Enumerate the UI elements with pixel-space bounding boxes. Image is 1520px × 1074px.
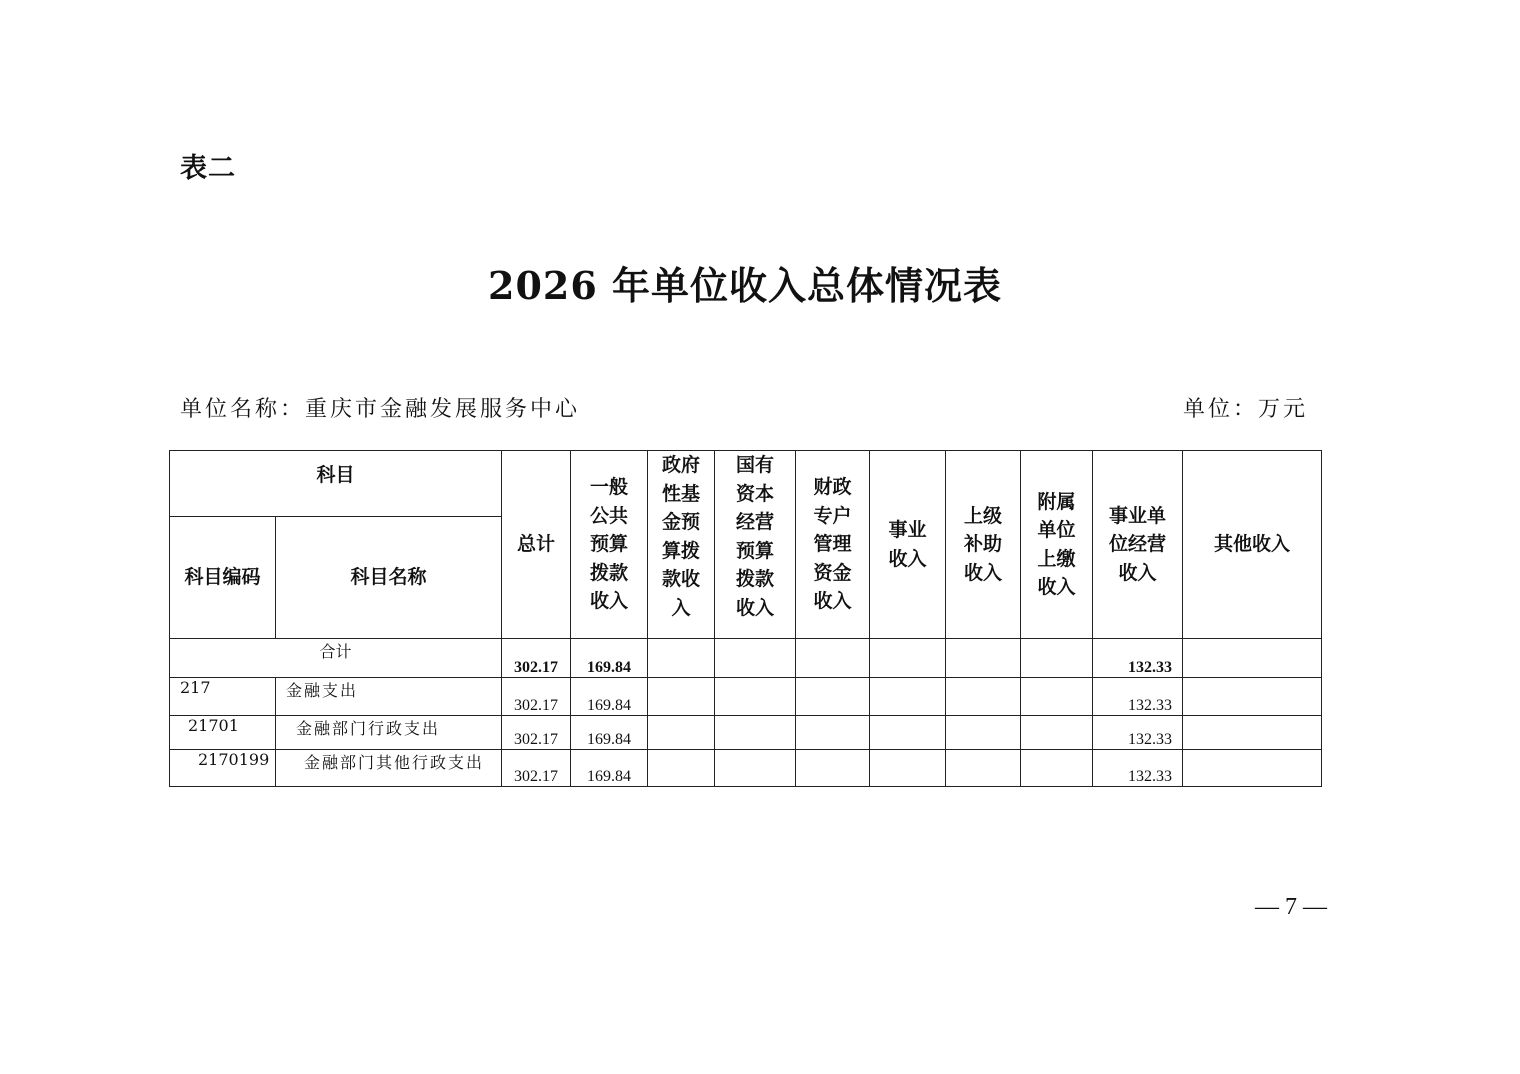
table-cell — [796, 678, 870, 716]
table-cell — [796, 716, 870, 750]
header-fiscal-special-text: 财政专户管理资金收入 — [813, 476, 852, 613]
table-label: 表二 — [180, 153, 236, 184]
header-state-capital-text: 国有资本经营预算拨款收入 — [736, 454, 775, 619]
table-cell — [946, 750, 1021, 787]
table-cell — [648, 639, 715, 678]
header-subject-name: 科目名称 — [276, 517, 502, 639]
table-cell — [870, 639, 946, 678]
table-cell — [946, 678, 1021, 716]
income-table — [169, 450, 1322, 787]
header-operating-income — [1093, 451, 1183, 639]
header-gov-fund-text: 政府性基金预算拨款收入 — [662, 454, 701, 619]
table-cell — [1183, 750, 1322, 787]
table-cell — [1021, 639, 1093, 678]
header-business-income-text: 事业收入 — [888, 519, 927, 570]
table-cell — [1183, 678, 1322, 716]
total-row-operating-income: 132.33 — [1093, 639, 1183, 678]
row-name: 金融部门其他行政支出 — [276, 750, 502, 787]
header-business-income — [870, 451, 946, 639]
document-title: 2026 年单位收入总体情况表 — [488, 263, 1002, 308]
table-cell — [715, 716, 796, 750]
table-cell — [1183, 639, 1322, 678]
row-total: 302.17 — [502, 716, 571, 750]
row-total: 302.17 — [502, 678, 571, 716]
table-cell — [870, 750, 946, 787]
row-name: 金融部门行政支出 — [276, 716, 502, 750]
table-cell — [946, 639, 1021, 678]
table-cell — [870, 716, 946, 750]
total-label: 合计 — [170, 639, 502, 678]
row-general-budget: 169.84 — [571, 750, 648, 787]
table-cell — [648, 678, 715, 716]
table-cell — [946, 716, 1021, 750]
row-general-budget: 169.84 — [571, 716, 648, 750]
total-row-total: 302.17 — [502, 639, 571, 678]
header-operating-income-text: 事业单位经营收入 — [1109, 504, 1167, 584]
table-cell — [715, 678, 796, 716]
row-general-budget: 169.84 — [571, 678, 648, 716]
header-other-income: 其他收入 — [1183, 451, 1322, 639]
header-gov-fund — [648, 451, 715, 639]
table-cell — [1021, 678, 1093, 716]
table-cell — [648, 750, 715, 787]
table-row — [170, 716, 1322, 750]
table-cell — [715, 750, 796, 787]
table-cell — [715, 639, 796, 678]
row-code: 217 — [170, 678, 276, 716]
row-name: 金融支出 — [276, 678, 502, 716]
header-row-1 — [170, 451, 1322, 517]
header-affiliated-remit — [1021, 451, 1093, 639]
total-row — [170, 639, 1322, 678]
table-row — [170, 678, 1322, 716]
header-fiscal-special — [796, 451, 870, 639]
row-total: 302.17 — [502, 750, 571, 787]
unit-name: 单位名称：重庆市金融发展服务中心 — [180, 397, 581, 422]
total-row-general-budget: 169.84 — [571, 639, 648, 678]
row-operating-income: 132.33 — [1093, 716, 1183, 750]
row-code: 21701 — [170, 716, 276, 750]
header-state-capital — [715, 451, 796, 639]
table-cell — [1183, 716, 1322, 750]
header-general-budget — [571, 451, 648, 639]
header-affiliated-remit-text: 附属单位上缴收入 — [1037, 490, 1076, 598]
table-cell — [1021, 716, 1093, 750]
unit-of-measure: 单位：万元 — [1182, 397, 1308, 422]
row-code: 2170199 — [170, 750, 276, 787]
header-total: 总计 — [502, 451, 571, 639]
table-cell — [870, 678, 946, 716]
table-cell — [1021, 750, 1093, 787]
header-subject: 科目 — [170, 451, 502, 517]
table-cell — [796, 639, 870, 678]
header-general-budget-text: 一般公共预算拨款收入 — [590, 476, 629, 613]
row-operating-income: 132.33 — [1093, 678, 1183, 716]
header-subject-code: 科目编码 — [170, 517, 276, 639]
page-number: — 7 — — [1255, 894, 1327, 920]
row-operating-income: 132.33 — [1093, 750, 1183, 787]
header-superior-subsidy-text: 上级补助收入 — [964, 504, 1003, 584]
header-superior-subsidy — [946, 451, 1021, 639]
table-cell — [648, 716, 715, 750]
table-cell — [796, 750, 870, 787]
table-row — [170, 750, 1322, 787]
